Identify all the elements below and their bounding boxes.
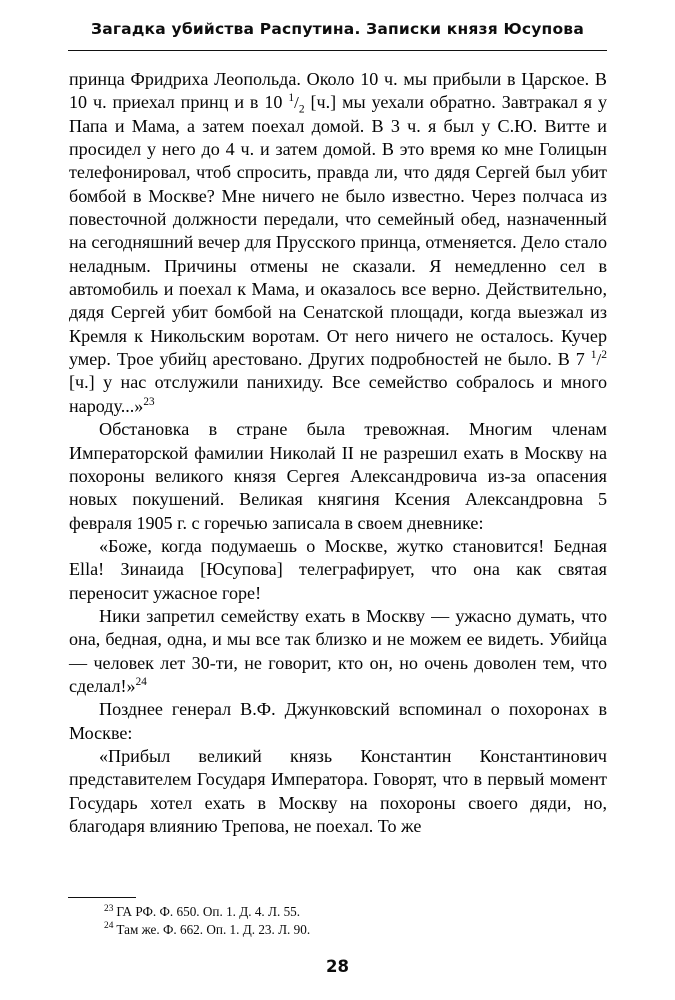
paragraph-1 [69,68,607,418]
fraction-denominator: 2 [601,349,607,362]
paragraph-5-text: Позднее генерал В.Ф. Джунковский вспоминал о похоронах в Москве: [69,699,607,743]
fraction-bar: / [294,93,299,113]
running-head-rule [68,50,607,51]
fraction-one-half-a [288,91,304,114]
fraction-numerator: 1 [288,92,295,105]
page-number: 28 [326,957,349,976]
footnote-24 [69,921,607,939]
footnote-reference-24[interactable]: 24 [135,675,147,688]
footnote-text: ГА РФ. Ф. 650. Оп. 1. Д. 4. Л. 55. [116,904,301,919]
paragraph-2 [69,418,607,535]
paragraph-2-text: Обстановка в стране была тревожная. Многим членам Императорской фамилии Николай II не разрешил ехать в Москву на похороны великого князя Сергея Александровича из-за опасения новых покушений. Великая княгиня Ксения Александровна 5 февраля 1905 г. с горечью записала в своем дневнике: [69,419,607,533]
paragraph-6-text: «Прибыл великий князь Константин Константинович представителем Государя Императора. Говорят, что в первый момент Государь хотел ехать в Москву на похороны своего дяди, но, благодаря влиянию Трепова, не поехал. То же [69,745,607,836]
footnote-text: Там же. Ф. 662. Оп. 1. Д. 23. Л. 90. [116,921,311,937]
fraction-numerator: 1 [590,349,597,362]
footnote-separator-rule [68,897,136,898]
paragraph-4-text: Ники запретил семейству ехать в Москву — ужасно думать, что она, бедная, одна, и мы все так близко и не можем ее видеть. Убийца — человек лет 30-ти, не говорит, кто он, но очень доволен тем, что сделал!» [69,605,607,696]
paragraph-6 [69,745,607,838]
footnote-23 [69,903,607,921]
paragraph-3-text: «Боже, когда подумаешь о Москве, жутко становится! Бедная Ella! Зинаида [Юсупова] телеграфирует, что она как святая переносит ужасное горе! [69,535,607,603]
paragraph-1-text-part-1: принца Фридриха Леопольда. Около 10 ч. мы прибыли в Царское. В 10 ч. приехал принц и в 10 [69,69,607,113]
paragraph-1-text-part-3: [ч.] у нас отслужили панихиду. Все семейство собралось и много народу...» [69,372,607,416]
paragraph-5 [69,698,607,745]
paragraph-1-text-part-2: [ч.] мы уехали обратно. Завтракал я у Папа и Мама, а затем поехал домой. В 3 ч. я был у С.Ю. Витте и просидел у него до 4 ч. и затем домой. В это время ко мне Голицын телефонировал, чтоб спросить, правда ли, что дядя Сергей был убит бомбой в Москве? Мне ничего не было известно. Через полчаса из повесточной должности передали, что семейный обед, назначенный на сегодняшний вечер для Прусского принца, отменяется. Дело стало неладным. Причины отмены не сказали. Я немедленно сел в автомобиль и поехал к Мама, и оказалось все верно. Действительно, дядя Сергей убит бомбой на Сенатской площади, когда выезжал из Кремля к Никольским воротам. От него ничего не осталось. Кучер умер. Трое убийц арестовано. Других подробностей не было. В 7 [69,92,608,370]
paragraph-4 [69,605,607,698]
footnote-reference-23[interactable]: 23 [143,395,155,408]
fraction-bar: / [596,350,602,370]
paragraph-3 [69,535,607,605]
footnote-marker: 24 [104,921,114,932]
text-column [69,68,607,838]
footnote-marker: 23 [104,903,114,914]
running-head: Загадка убийства Распутина. Записки князя Юсупова [91,20,584,38]
fraction-one-half-b [591,348,607,371]
footnote-area [69,903,607,938]
fraction-denominator: 2 [298,103,305,116]
